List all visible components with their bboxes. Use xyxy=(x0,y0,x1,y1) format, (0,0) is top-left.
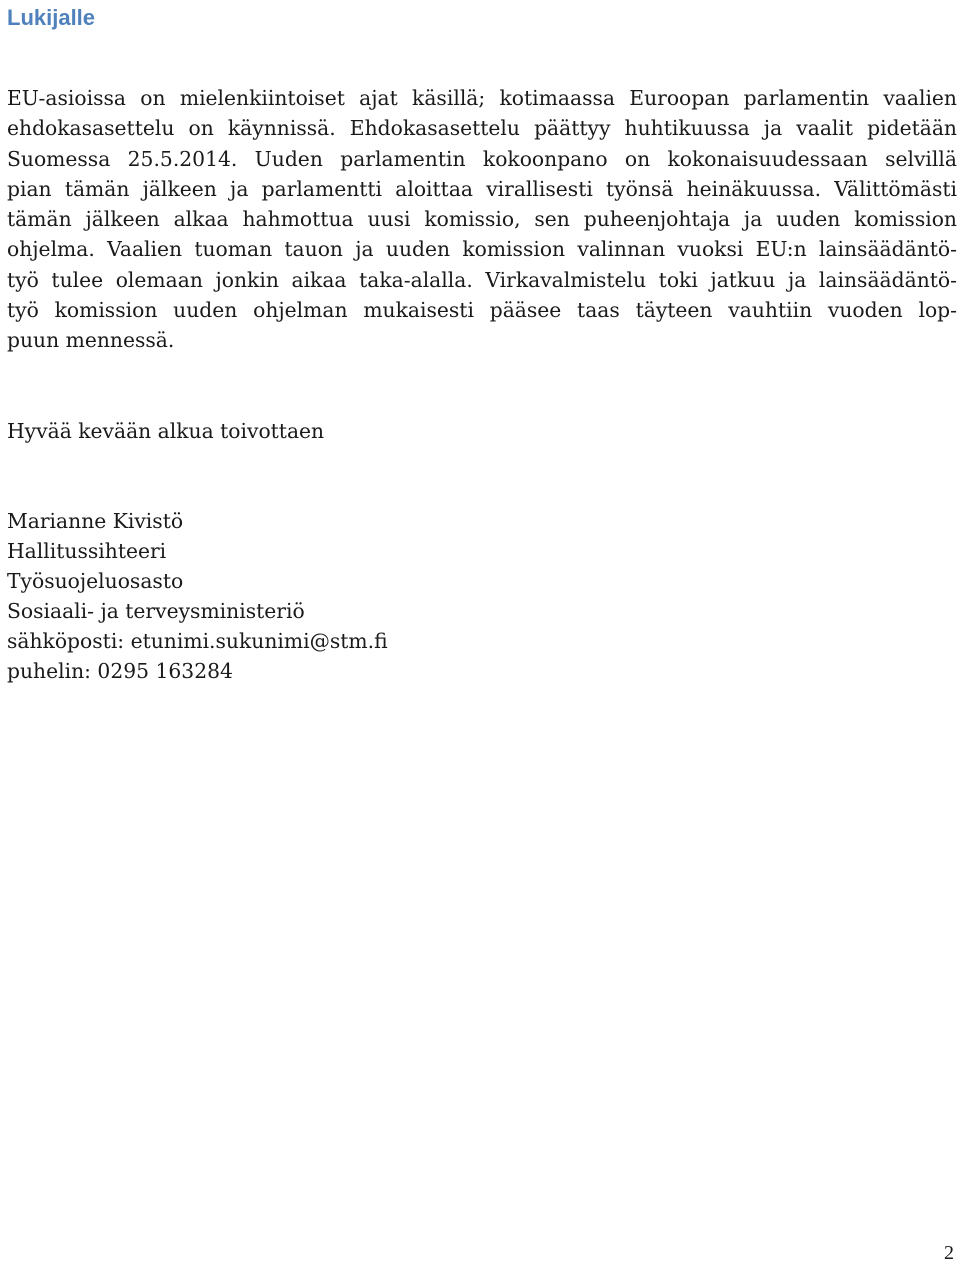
page-heading: Lukijalle xyxy=(7,5,96,30)
body-paragraph xyxy=(7,83,957,356)
page-number: 2 xyxy=(944,1242,954,1264)
signature-block xyxy=(7,506,388,686)
paragraph-line: Suomessa 25.5.2014. Uuden parlamentin kokoonpano on kokonaisuudessaan selvillä xyxy=(7,146,957,171)
signature-ministry: Sosiaali- ja terveysministeriö xyxy=(7,599,305,623)
paragraph-line: ehdokasasettelu on käynnissä. Ehdokasasettelu päättyy huhtikuussa ja vaalit pidetään xyxy=(7,116,957,141)
signature-phone: puhelin: 0295 163284 xyxy=(7,659,233,683)
paragraph-line: pian tämän jälkeen ja parlamentti aloittaa virallisesti työnsä heinäkuussa. Välittömästi xyxy=(7,176,957,201)
signature-name: Marianne Kivistö xyxy=(7,509,184,533)
paragraph-line: puun mennessä. xyxy=(7,328,175,353)
paragraph-line: tämän jälkeen alkaa hahmottua uusi komissio, sen puheenjohtaja ja uuden komission xyxy=(7,207,957,232)
signature-department: Työsuojeluosasto xyxy=(7,569,184,593)
paragraph-line: EU-asioissa on mielenkiintoiset ajat käsillä; kotimaassa Euroopan parlamentin vaalien xyxy=(7,86,957,110)
paragraph-line: ohjelma. Vaalien tuoman tauon ja uuden komission valinnan vuoksi EU:n lainsäädäntö- xyxy=(7,237,957,262)
paragraph-line: työ tulee olemaan jonkin aikaa taka-alalla. Virkavalmistelu toki jatkuu ja lainsäädäntö- xyxy=(7,267,957,292)
signature-email: sähköposti: etunimi.sukunimi@stm.fi xyxy=(7,629,388,653)
closing-greeting: Hyvää kevään alkua toivottaen xyxy=(7,419,325,443)
paragraph-line: työ komission uuden ohjelman mukaisesti pääsee taas täyteen vauhtiin vuoden lop- xyxy=(7,298,957,323)
signature-title: Hallitussihteeri xyxy=(7,539,167,563)
